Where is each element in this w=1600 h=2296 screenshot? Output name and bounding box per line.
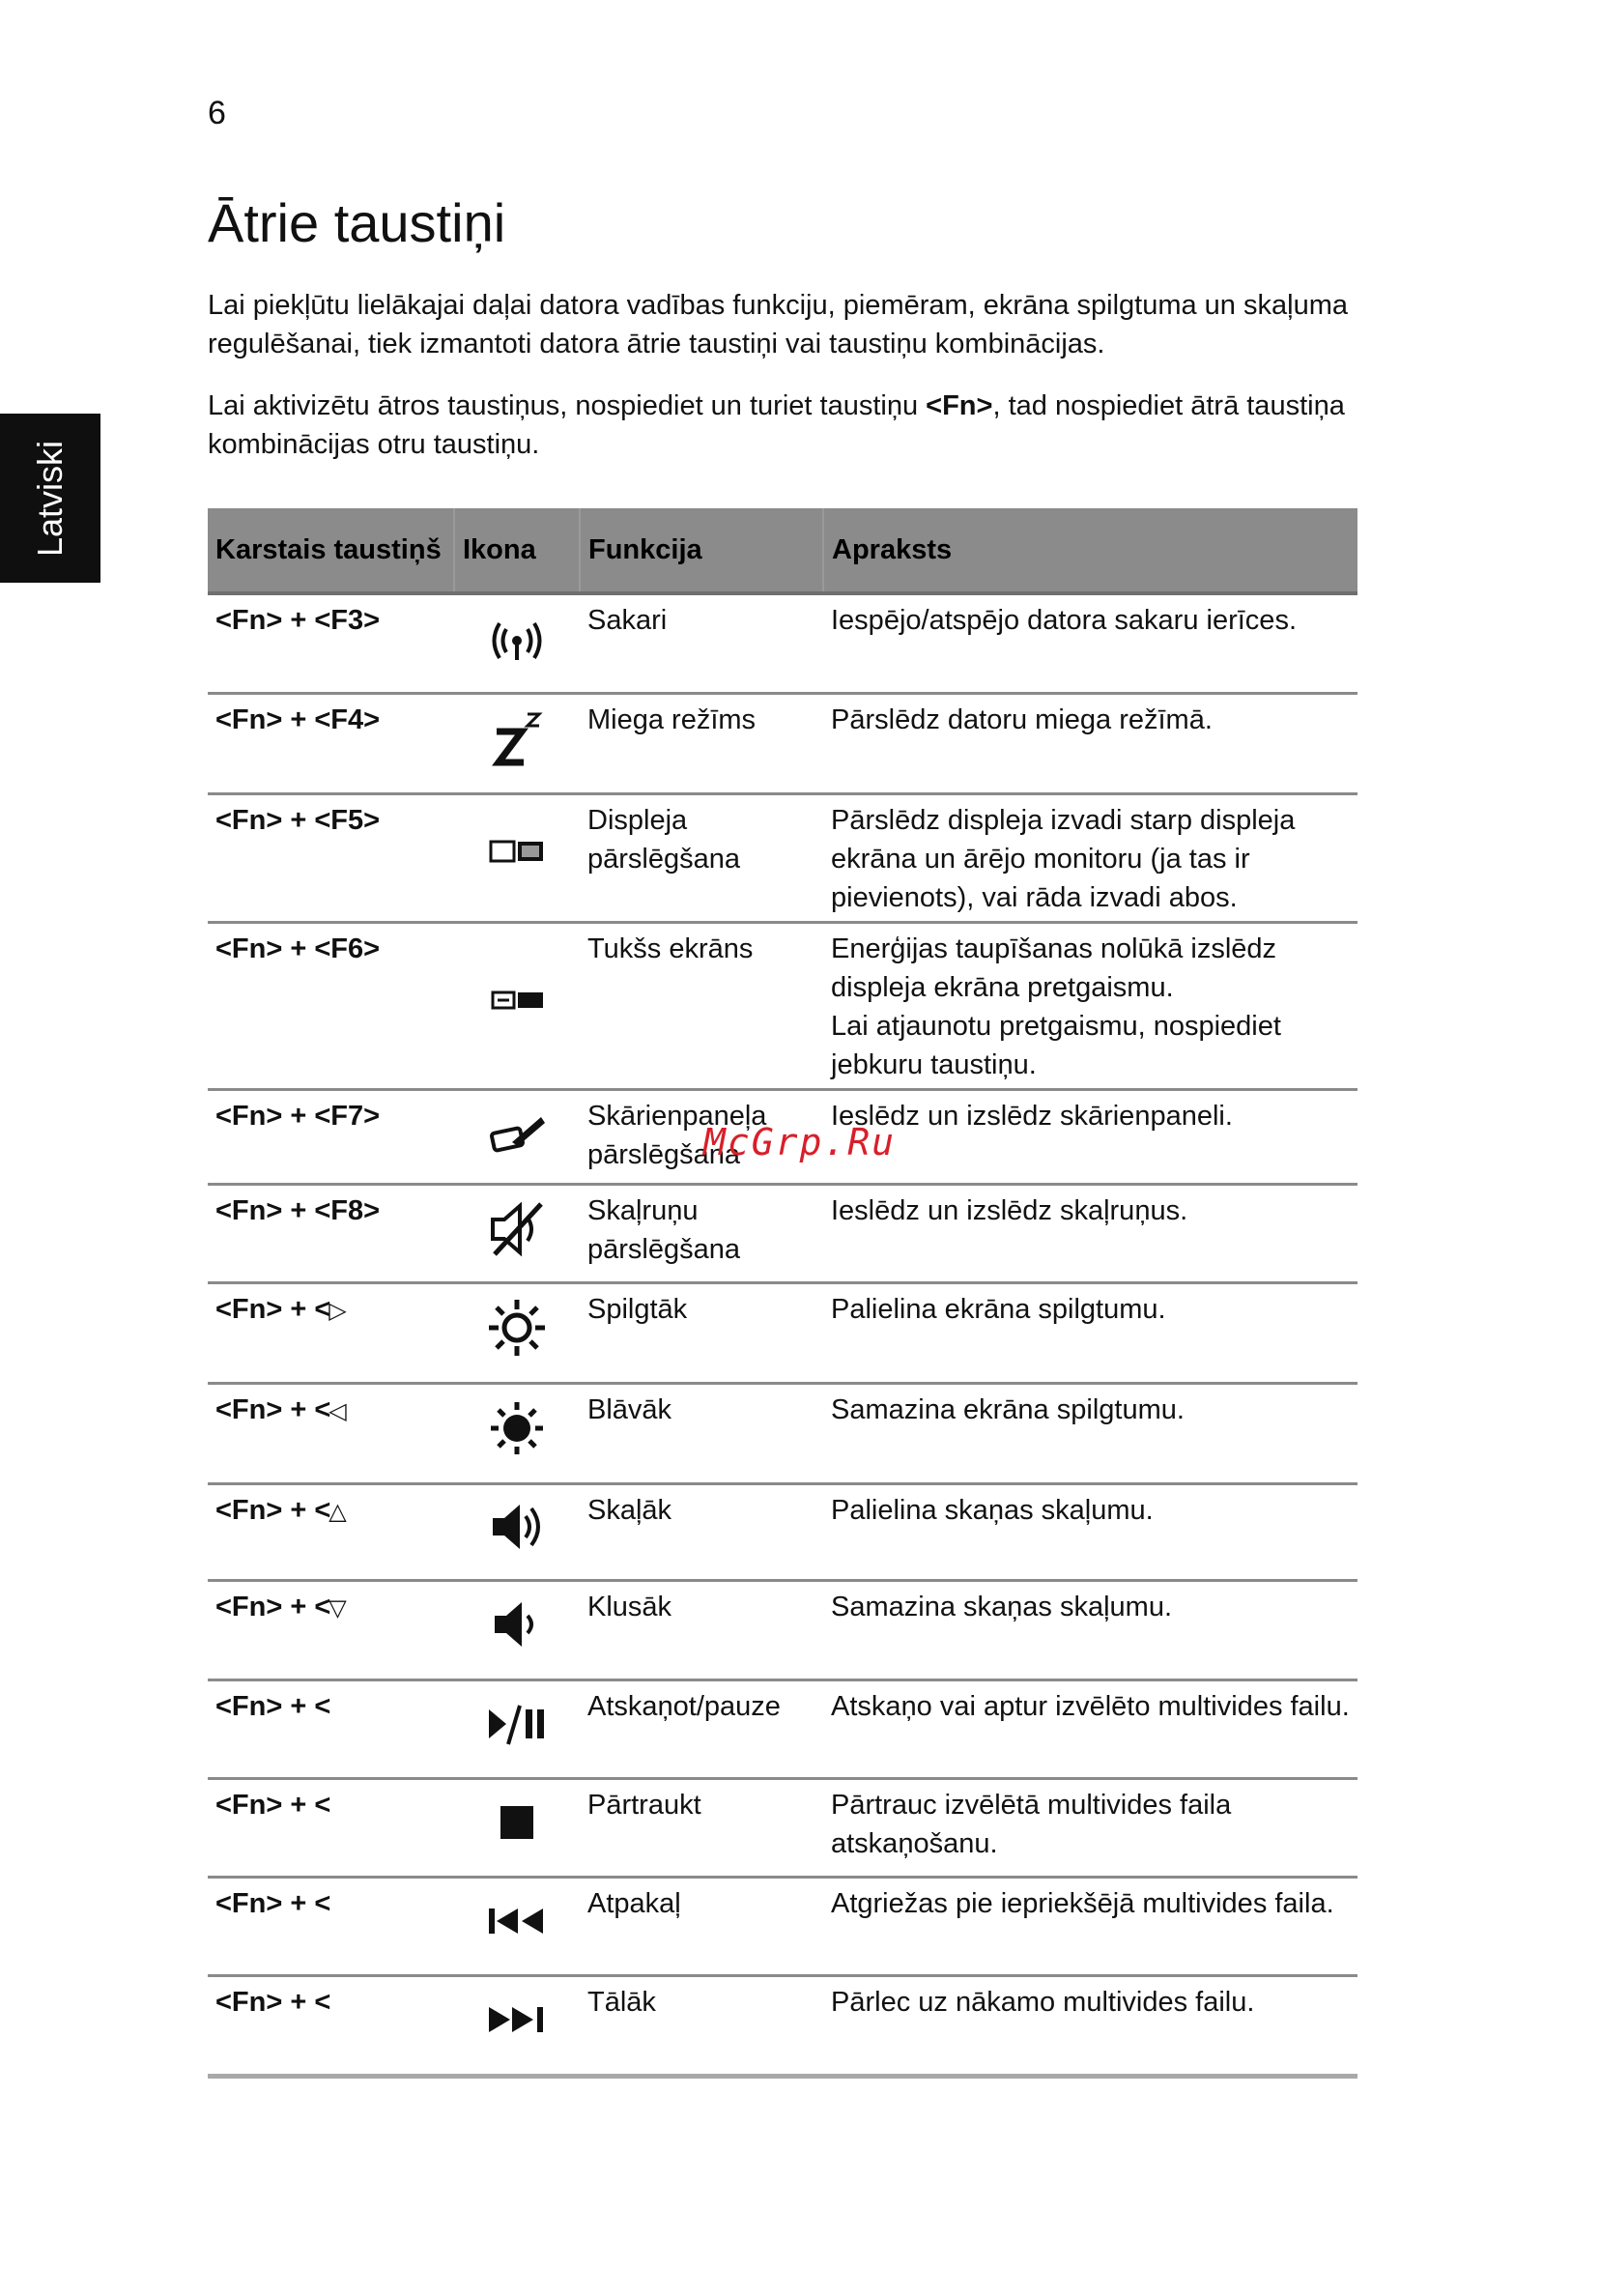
function-cell: Tālāk xyxy=(580,1975,823,2076)
page-number: 6 xyxy=(208,95,226,131)
stop-icon xyxy=(485,1791,549,1854)
hotkey-cell xyxy=(208,793,454,922)
intro-p2-before: Lai aktivizētu ātros taustiņus, nospiediet un turiet taustiņu xyxy=(208,390,927,421)
hotkey-cell xyxy=(208,1184,454,1282)
description-cell: Atgriežas pie iepriekšējā multivides faila. xyxy=(823,1877,1357,1975)
hotkey-cell xyxy=(208,593,454,693)
description-cell: Samazina skaņas skaļumu. xyxy=(823,1580,1357,1679)
function-cell: Skaļruņu pārslēgšana xyxy=(580,1184,823,1282)
fn-key-label: <Fn> xyxy=(926,390,993,421)
table-row xyxy=(208,693,1357,793)
table-row xyxy=(208,1483,1357,1580)
hotkey-label: <Fn> + < xyxy=(215,1789,331,1821)
description-cell: Palielina skaņas skaļumu. xyxy=(823,1483,1357,1580)
function-cell: Pārtraukt xyxy=(580,1778,823,1877)
hotkey-cell xyxy=(208,1383,454,1483)
table-row xyxy=(208,1184,1357,1282)
table-row xyxy=(208,922,1357,1089)
screen-blank-icon xyxy=(485,968,549,1032)
volume-down-icon xyxy=(485,1593,549,1656)
hotkey-cell xyxy=(208,1282,454,1383)
description-cell: Palielina ekrāna spilgtumu. xyxy=(823,1282,1357,1383)
table-row xyxy=(208,793,1357,922)
description-cell: Pārlec uz nākamo multivides failu. xyxy=(823,1975,1357,2076)
volume-up-icon xyxy=(485,1495,549,1559)
hotkey-cell xyxy=(208,1778,454,1877)
icon-cell xyxy=(454,1877,580,1975)
hotkey-cell xyxy=(208,1483,454,1580)
function-cell: Atskaņot/pauze xyxy=(580,1679,823,1778)
header-hotkey: Karstais taustiņš xyxy=(208,508,454,593)
next-track-icon xyxy=(485,1988,549,2052)
icon-cell xyxy=(454,793,580,922)
hotkey-label: <Fn> + <F7> xyxy=(215,1100,381,1132)
function-cell: Atpakaļ xyxy=(580,1877,823,1975)
table-row xyxy=(208,1679,1357,1778)
arrow-key-icon: △ xyxy=(329,1498,347,1525)
table-row xyxy=(208,1778,1357,1877)
hotkey-cell xyxy=(208,922,454,1089)
hotkey-label: <Fn> + < xyxy=(215,1293,331,1325)
table-row xyxy=(208,1383,1357,1483)
function-cell: Skaļāk xyxy=(580,1483,823,1580)
hotkey-label: <Fn> + < xyxy=(215,1690,331,1722)
icon-cell xyxy=(454,1483,580,1580)
intro-paragraph-1: Lai piekļūtu lielākajai daļai datora vadības funkciju, piemēram, ekrāna spilgtuma un skaļuma regulēšanai, tiek izmantoti datora ātrie taustiņi vai taustiņu kombinācijas. xyxy=(208,290,1348,359)
function-cell: Tukšs ekrāns xyxy=(580,922,823,1089)
hotkey-label: <Fn> + < xyxy=(215,1393,331,1425)
function-cell: Klusāk xyxy=(580,1580,823,1679)
function-cell: Skārienpaneļa pārslēgšana xyxy=(580,1089,823,1184)
table-row xyxy=(208,1975,1357,2076)
description-cell: Iespējo/atspējo datora sakaru ierīces. xyxy=(823,593,1357,693)
watermark: McGrp.Ru xyxy=(703,1121,897,1163)
wireless-icon xyxy=(485,606,549,670)
hotkey-cell xyxy=(208,693,454,793)
header-description: Apraksts xyxy=(823,508,1357,593)
hotkey-label: <Fn> + < xyxy=(215,1986,331,2018)
hotkey-cell xyxy=(208,1877,454,1975)
language-tab-label: Latviski xyxy=(30,440,70,558)
table-row xyxy=(208,1877,1357,1975)
function-cell: Spilgtāk xyxy=(580,1282,823,1383)
table-row xyxy=(208,593,1357,693)
icon-cell xyxy=(454,1975,580,2076)
hotkey-cell xyxy=(208,1089,454,1184)
hotkey-label: <Fn> + <F4> xyxy=(215,703,381,735)
header-function: Funkcija xyxy=(580,508,823,593)
display-switch-icon xyxy=(485,820,549,884)
hotkey-cell xyxy=(208,1679,454,1778)
icon-cell xyxy=(454,693,580,793)
header-icon: Ikona xyxy=(454,508,580,593)
function-cell: Displeja pārslēgšana xyxy=(580,793,823,922)
touchpad-toggle-icon xyxy=(485,1100,549,1163)
description-cell: Ieslēdz un izslēdz skārienpaneli. xyxy=(823,1089,1357,1184)
arrow-key-icon: ◁ xyxy=(329,1397,347,1424)
language-side-tab xyxy=(0,414,100,583)
hotkey-label: <Fn> + < xyxy=(215,1887,331,1919)
description-cell: Atskaņo vai aptur izvēlēto multivides failu. xyxy=(823,1679,1357,1778)
play-pause-icon xyxy=(485,1692,549,1756)
hotkeys-table xyxy=(208,508,1357,2079)
hotkey-label: <Fn> + < xyxy=(215,1494,331,1526)
hotkey-label: <Fn> + <F3> xyxy=(215,605,381,636)
brightness-up-icon xyxy=(485,1296,549,1360)
page-title: Ātrie taustiņi xyxy=(208,192,506,253)
icon-cell xyxy=(454,1282,580,1383)
icon-cell xyxy=(454,1383,580,1483)
icon-cell xyxy=(454,593,580,693)
description-cell: Ieslēdz un izslēdz skaļruņus. xyxy=(823,1184,1357,1282)
icon-cell xyxy=(454,1580,580,1679)
function-cell: Blāvāk xyxy=(580,1383,823,1483)
description-cell: Pārtrauc izvēlētā multivides faila atskaņošanu. xyxy=(823,1778,1357,1877)
table-header-row xyxy=(208,508,1357,593)
hotkeys-table-body xyxy=(208,593,1357,2076)
icon-cell xyxy=(454,1089,580,1184)
table-row xyxy=(208,1580,1357,1679)
speaker-toggle-icon xyxy=(485,1196,549,1260)
brightness-down-icon xyxy=(485,1396,549,1460)
function-cell: Miega režīms xyxy=(580,693,823,793)
description-cell: Pārslēdz displeja izvadi starp displeja ekrāna un ārējo monitoru (ja tas ir pievienots), vai rāda izvadi abos. xyxy=(823,793,1357,922)
description-cell: Pārslēdz datoru miega režīmā. xyxy=(823,693,1357,793)
arrow-key-icon: ▷ xyxy=(329,1297,347,1324)
icon-cell xyxy=(454,1679,580,1778)
intro-p2-after: , tad nospiediet ātrā taustiņa kombinācijas otru taustiņu. xyxy=(208,390,1345,460)
hotkey-label: <Fn> + < xyxy=(215,1591,331,1622)
table-row xyxy=(208,1282,1357,1383)
hotkey-cell xyxy=(208,1580,454,1679)
hotkey-cell xyxy=(208,1975,454,2076)
icon-cell xyxy=(454,922,580,1089)
sleep-icon xyxy=(485,706,549,770)
description-cell: Enerģijas taupīšanas nolūkā izslēdz displeja ekrāna pretgaismu. Lai atjaunotu pretgaismu, nospiediet jebkuru taustiņu. xyxy=(823,922,1357,1089)
hotkey-label: <Fn> + <F5> xyxy=(215,804,381,836)
icon-cell xyxy=(454,1778,580,1877)
hotkey-label: <Fn> + <F8> xyxy=(215,1194,381,1226)
intro-paragraph-2 xyxy=(208,387,1367,464)
description-cell: Samazina ekrāna spilgtumu. xyxy=(823,1383,1357,1483)
function-cell: Sakari xyxy=(580,593,823,693)
hotkey-label: <Fn> + <F6> xyxy=(215,933,381,964)
arrow-key-icon: ▽ xyxy=(329,1594,347,1622)
previous-track-icon xyxy=(485,1889,549,1953)
icon-cell xyxy=(454,1184,580,1282)
